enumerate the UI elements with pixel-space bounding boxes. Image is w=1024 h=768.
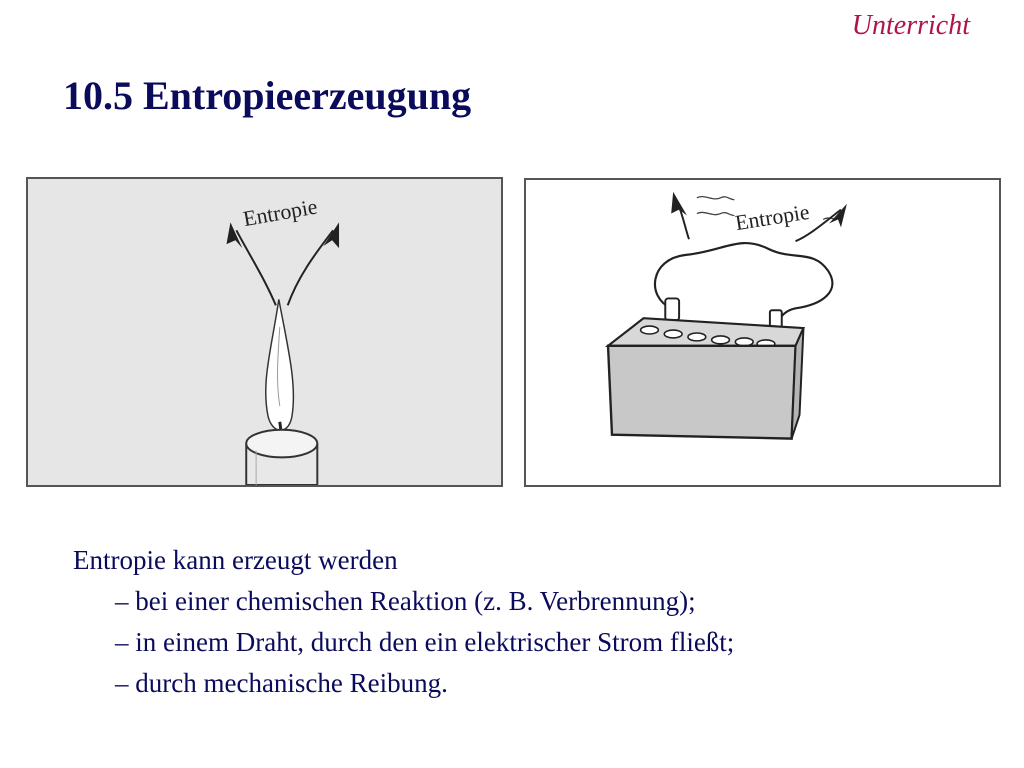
battery-arrow-head-left (671, 192, 687, 216)
battery-illustration (526, 180, 999, 485)
battery-front (608, 346, 796, 439)
entropy-arrow-left (236, 230, 275, 305)
candle-illustration (28, 179, 501, 485)
cell-cap (664, 330, 682, 338)
arrow-head-right (323, 222, 339, 248)
battery-figure (524, 178, 1001, 487)
battery-arrow-head-right (829, 204, 847, 228)
flame (266, 299, 294, 430)
cell-cap (641, 326, 659, 334)
section-tag: Unterricht (851, 10, 970, 41)
cell-cap (688, 333, 706, 341)
battery-entropy-label: Entropie (733, 199, 812, 236)
wire (655, 243, 832, 318)
cell-cap (712, 336, 730, 344)
heat-wave-2 (697, 212, 735, 215)
bullet-chemical-reaction: – bei einer chemischen Reaktion (z. B. Verbrennung); (115, 586, 696, 616)
bullet-mechanical-friction: – durch mechanische Reibung. (115, 668, 448, 698)
candle-figure (26, 177, 503, 487)
terminal-left (665, 298, 679, 320)
heat-wave-1 (697, 197, 735, 200)
intro-line: Entropie kann erzeugt werden (73, 545, 398, 575)
text-block (73, 540, 734, 704)
slide-title: 10.5 Entropieerzeugung (63, 73, 472, 118)
candle-entropy-label: Entropie (241, 194, 320, 232)
candle-top (246, 430, 317, 458)
bullet-electric-current: – in einem Draht, durch den ein elektrischer Strom fließt; (115, 627, 735, 657)
